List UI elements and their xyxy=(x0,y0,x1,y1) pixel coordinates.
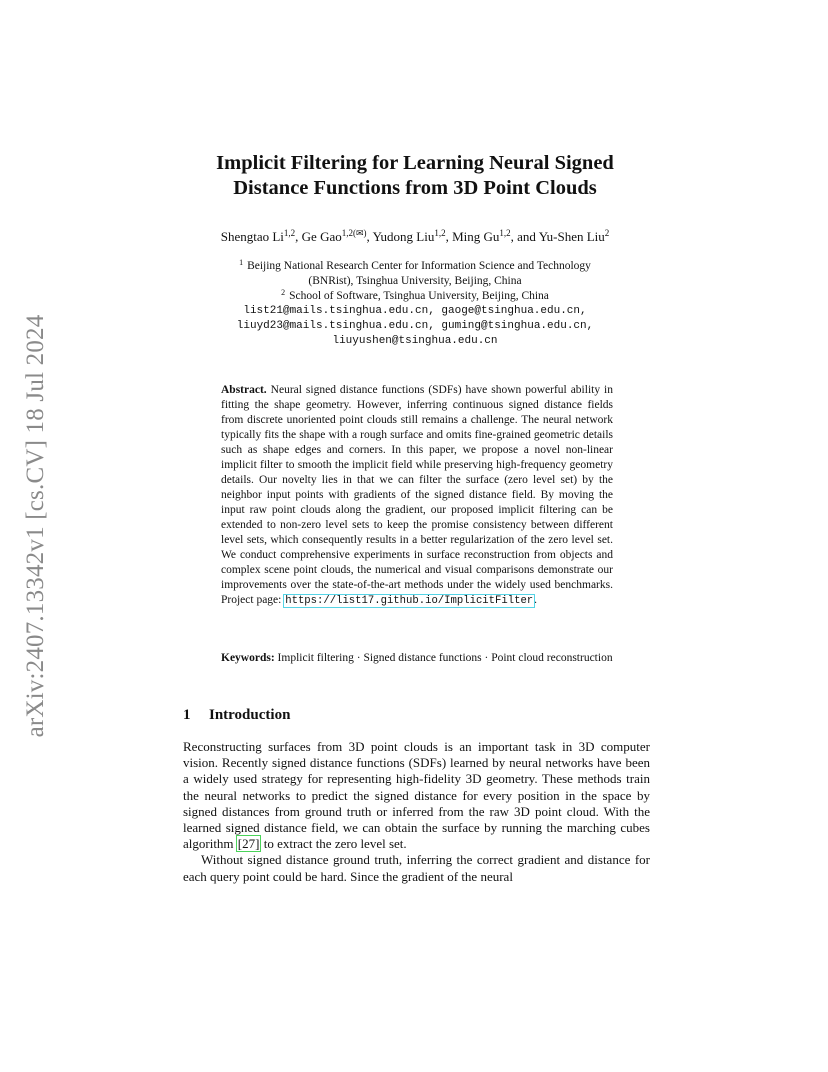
paragraph-text: to extract the zero level set. xyxy=(263,836,407,852)
email-line-2[interactable]: liuyd23@mails.tsinghua.edu.cn, guming@tsinghua.edu.cn, xyxy=(236,320,594,332)
paper-title xyxy=(150,151,680,201)
citation-link[interactable]: [27] xyxy=(237,836,260,852)
paragraph-1 xyxy=(183,739,650,852)
abstract-end: . xyxy=(534,594,538,606)
keywords-text: Implicit filtering · Signed distance functions · Point cloud reconstruction xyxy=(277,652,613,664)
abstract xyxy=(221,383,613,609)
keywords-label: Keywords: xyxy=(221,652,275,664)
section-number: 1 xyxy=(183,707,191,723)
project-page-link[interactable]: https://list17.github.io/ImplicitFilter xyxy=(285,595,534,607)
abstract-label: Abstract. xyxy=(221,384,267,396)
affiliation-sup: 2 xyxy=(281,288,286,297)
title-line-1: Implicit Filtering for Learning Neural Signed xyxy=(216,152,614,174)
author-name: Shengtao Li xyxy=(220,229,284,244)
arxiv-sidebar xyxy=(22,296,50,756)
author-name: Ge Gao xyxy=(301,229,342,244)
author-affil-sup: 1,2 xyxy=(283,228,296,238)
affiliation-1 xyxy=(150,259,680,274)
section-heading xyxy=(183,705,290,725)
affiliation-text: Beijing National Research Center for Information Science and Technology xyxy=(247,260,591,272)
body-text xyxy=(183,739,650,885)
keywords xyxy=(221,651,613,666)
affiliation-sup: 1 xyxy=(239,258,244,267)
author-affil-sup: 1,2 xyxy=(499,228,511,238)
affiliations xyxy=(150,259,680,349)
section-title: Introduction xyxy=(209,707,291,723)
arxiv-identifier: arXiv:2407.13342v1 [cs.CV] 18 Jul 2024 xyxy=(22,314,49,738)
email-line-1[interactable]: list21@mails.tsinghua.edu.cn, gaoge@tsinghua.edu.cn, xyxy=(243,305,587,317)
author-name: Yudong Liu xyxy=(372,229,435,244)
author-affil-sup: 1,2(✉) xyxy=(341,228,367,238)
abstract-text: Neural signed distance functions (SDFs) have shown powerful ability in fitting the shape geometry. However, inferring continuous signed distance fields from discrete unoriented point clouds still remains a challenge. The neural network typically fits the shape with a rough surface and omits fine-grained geometric details such as shape edges and corners. In this paper, we propose a novel non-linear implicit filter to smooth the implicit field while preserving high-frequency geometry details. Our novelty lies in that we can filter the surface (zero level set) by the neighbor input points with gradients of the signed distance field. By moving the input raw point clouds along the gradient, our proposed implicit filtering can be extended to non-zero level sets to keep the promise consistency between different level sets, which consequently results in a better regularization of the zero level set. We conduct comprehensive experiments in surface reconstruction from objects and complex scene point clouds, the numerical and visual comparisons demonstrate our improvements over the state-of-the-art methods under the widely used benchmarks. Project page: xyxy=(221,384,614,606)
author-name: Yu-Shen Liu xyxy=(538,229,605,244)
title-line-2: Distance Functions from 3D Point Clouds xyxy=(233,177,597,199)
paragraph-2: Without signed distance ground truth, inferring the correct gradient and distance for each query point could be hard. Since the gradient of the neural xyxy=(183,852,650,884)
author-affil-sup: 1,2 xyxy=(434,228,446,238)
affiliation-2 xyxy=(150,289,680,304)
affiliation-1-cont: (BNRist), Tsinghua University, Beijing, China xyxy=(308,275,522,287)
affiliation-text: School of Software, Tsinghua University, Beijing, China xyxy=(289,290,549,302)
author-affil-sup: 2 xyxy=(604,228,610,238)
paragraph-text: Reconstructing surfaces from 3D point clouds is an important task in 3D computer vision. Recently signed distance functions (SDFs) learned by neural networks have been a widely used strategy for representing high-fidelity 3D geometry. These methods train the neural networks to predict the signed distance for every position in the space by signed distances from ground truth or inferred from the raw 3D point cloud. With the learned signed distance field, we can obtain the surface by running the marching cubes algorithm xyxy=(183,739,650,852)
author-conjunction: and xyxy=(517,229,536,244)
author-list: Shengtao Li$^{1,2}$, Ge Gao$^{1,2(✉)}$, Yudong Liu$^{1,2}$, Ming Gu$^{1,2}$, and Yu-Shen Liu$^2$ xyxy=(220,228,610,244)
email-line-3[interactable]: liuyushen@tsinghua.edu.cn xyxy=(332,335,498,347)
author-name: Ming Gu xyxy=(452,229,500,244)
